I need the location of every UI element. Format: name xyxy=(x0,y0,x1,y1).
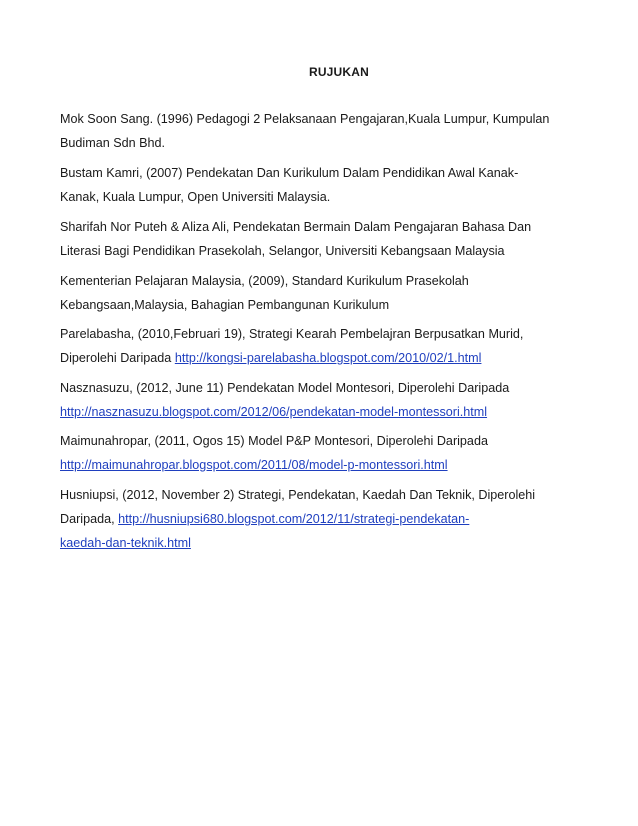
reference-line: Bustam Kamri, (2007) Pendekatan Dan Kurikulum Dalam Pendidikan Awal Kanak- xyxy=(60,166,519,180)
reference-line: Kanak, Kuala Lumpur, Open Universiti Malaysia. xyxy=(60,190,331,204)
reference-entry xyxy=(60,269,632,317)
reference-entry xyxy=(60,376,632,424)
reference-link[interactable]: http://husniupsi680.blogspot.com/2012/11/strategi-pendekatan- xyxy=(118,512,470,526)
reference-line: Kebangsaan,Malaysia, Bahagian Pembangunan Kurikulum xyxy=(60,298,390,312)
reference-line: Parelabasha, (2010,Februari 19), Strategi Kearah Pembelajran Berpusatkan Murid, xyxy=(60,327,524,341)
reference-line xyxy=(60,507,632,531)
reference-entry xyxy=(60,107,632,155)
reference-line xyxy=(60,453,632,477)
reference-line: Literasi Bagi Pendidikan Prasekolah, Selangor, Universiti Kebangsaan Malaysia xyxy=(60,244,505,258)
reference-entry xyxy=(60,215,632,263)
reference-link[interactable]: kaedah-dan-teknik.html xyxy=(60,536,191,550)
reference-line xyxy=(60,346,632,370)
reference-line: Husniupsi, (2012, November 2) Strategi, Pendekatan, Kaedah Dan Teknik, Diperolehi xyxy=(60,488,536,502)
reference-line: Budiman Sdn Bhd. xyxy=(60,136,166,150)
reference-link[interactable]: http://kongsi-parelabasha.blogspot.com/2010/02/1.html xyxy=(174,351,482,365)
reference-text: Diperolehi Daripada xyxy=(60,351,175,365)
reference-line xyxy=(60,400,632,424)
reference-entry xyxy=(60,483,632,555)
reference-text: Daripada, xyxy=(60,512,119,526)
page-title xyxy=(0,65,638,79)
reference-line: Mok Soon Sang. (1996) Pedagogi 2 Pelaksanaan Pengajaran,Kuala Lumpur, Kumpulan xyxy=(60,112,550,126)
reference-entry xyxy=(60,429,632,477)
reference-entry xyxy=(60,161,632,209)
reference-line: Nasznasuzu, (2012, June 11) Pendekatan Model Montesori, Diperolehi Daripada xyxy=(60,381,510,395)
reference-line: Sharifah Nor Puteh & Aliza Ali, Pendekatan Bermain Dalam Pengajaran Bahasa Dan xyxy=(60,220,532,234)
reference-line xyxy=(60,531,632,555)
reference-line: Maimunahropar, (2011, Ogos 15) Model P&P Montesori, Diperolehi Daripada xyxy=(60,434,488,448)
reference-link[interactable]: http://nasznasuzu.blogspot.com/2012/06/pendekatan-model-montessori.html xyxy=(60,405,488,419)
reference-link[interactable]: http://maimunahropar.blogspot.com/2011/08/model-p-montessori.html xyxy=(60,458,448,472)
reference-line: Kementerian Pelajaran Malaysia, (2009), Standard Kurikulum Prasekolah xyxy=(60,274,469,288)
page-title-text: RUJUKAN xyxy=(308,65,370,79)
reference-entry xyxy=(60,322,632,370)
